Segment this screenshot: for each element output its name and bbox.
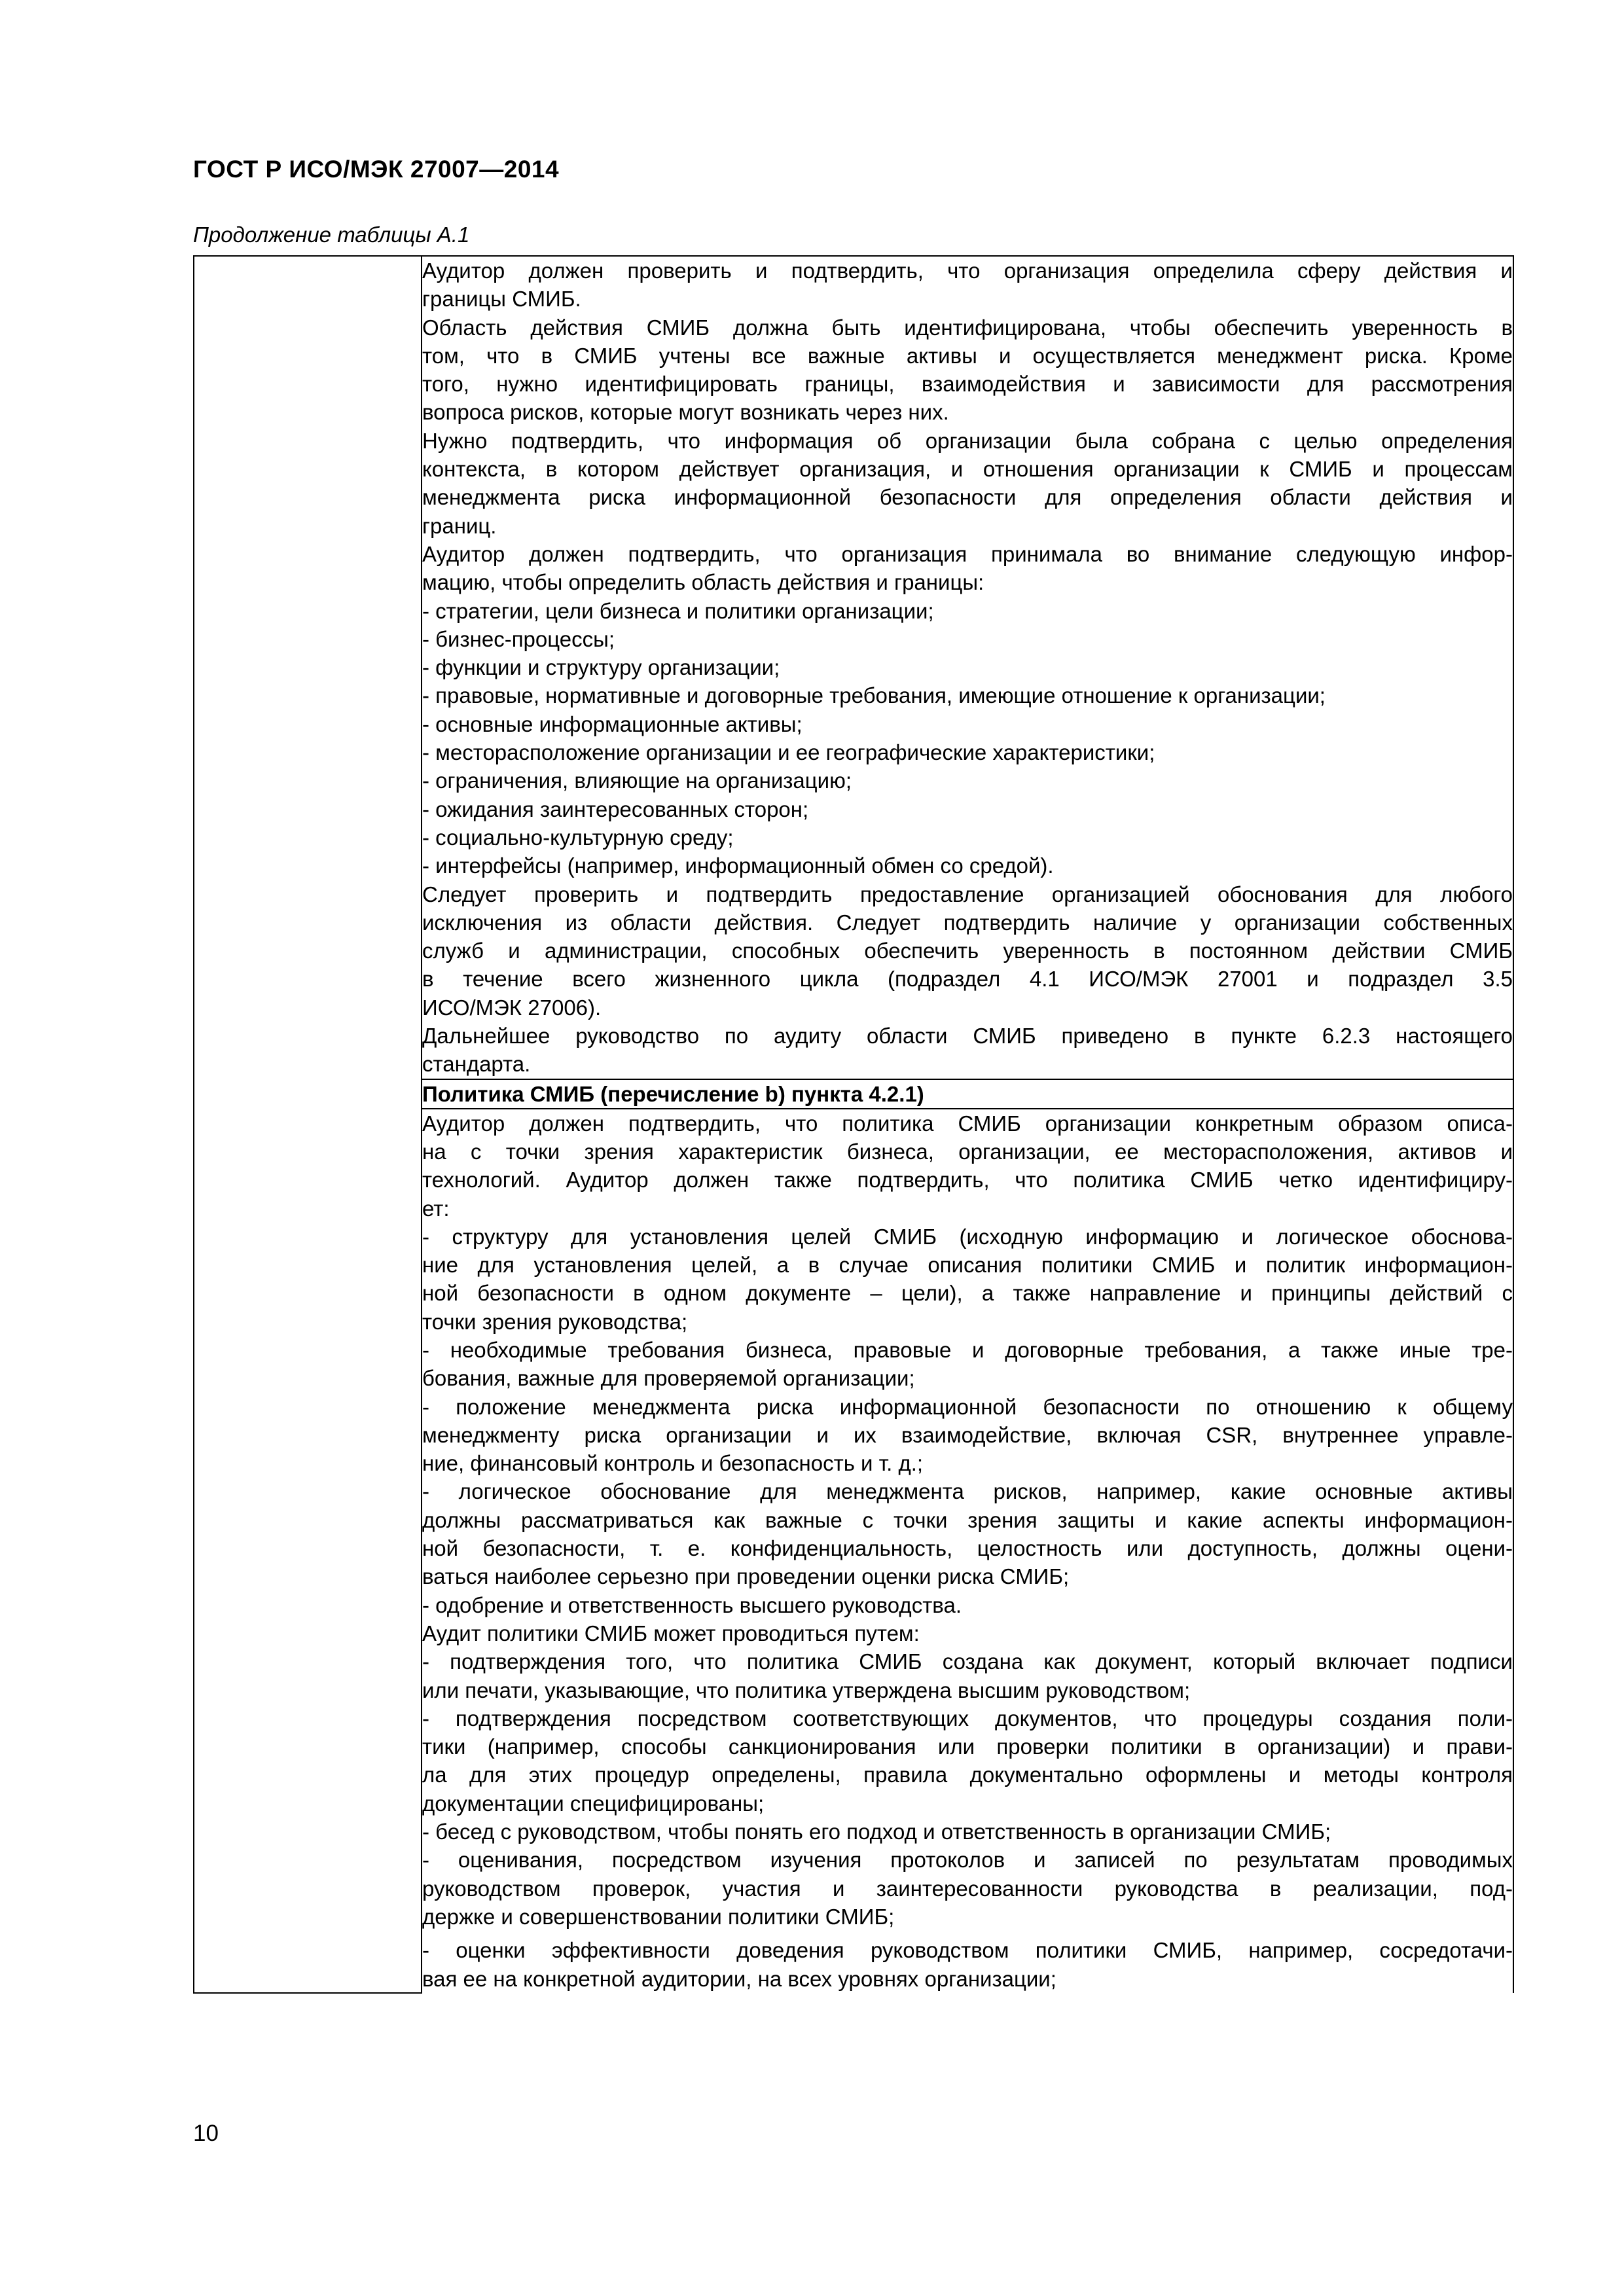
text-line: ет: bbox=[422, 1196, 450, 1221]
text-line: - бизнес-процессы; bbox=[422, 626, 615, 651]
text-line: - оценивания, посредством изучения протоколов и записей по результатам проводимых bbox=[422, 1848, 1513, 1873]
text-line: Нужно подтвердить, что информация об организации была собрана с целью определения bbox=[422, 428, 1513, 453]
text-line: вопроса рисков, которые могут возникать через них. bbox=[422, 400, 949, 425]
left-column-cell bbox=[194, 256, 422, 1993]
text-line: Область действия СМИБ должна быть идентифицирована, чтобы обеспечить уверенность в bbox=[422, 315, 1513, 340]
document-header-title: ГОСТ Р ИСО/МЭК 27007—2014 bbox=[193, 156, 560, 183]
text-line: ние, финансовый контроль и безопасность и т. д.; bbox=[422, 1451, 924, 1476]
text-line: - основные информационные активы; bbox=[422, 711, 803, 736]
text-line: границы СМИБ. bbox=[422, 287, 581, 312]
text-line: технологий. Аудитор должен также подтвердить, что политика СМИБ четко идентифициру- bbox=[422, 1168, 1513, 1193]
text-line: - подтверждения того, что политика СМИБ создана как документ, который включает подписи bbox=[422, 1649, 1513, 1674]
text-line: - логическое обоснование для менеджмента рисков, например, какие основные активы bbox=[422, 1479, 1513, 1504]
scope-audit-text-cell bbox=[422, 256, 1513, 1079]
text-line: - одобрение и ответственность высшего руководства. bbox=[422, 1592, 962, 1617]
text-line: контекста, в котором действует организация, и отношения организации к СМИБ и процессам bbox=[422, 457, 1513, 482]
text-line: - интерфейсы (например, информационный обмен со средой). bbox=[422, 853, 1054, 878]
text-line: - социально-культурную среду; bbox=[422, 825, 734, 850]
text-line: держке и совершенствовании политики СМИБ; bbox=[422, 1904, 895, 1929]
text-line: Аудитор должен подтвердить, что организация принимала во внимание следующую инфор- bbox=[422, 541, 1513, 566]
text-line: - подтверждения посредством соответствующих документов, что процедуры создания поли- bbox=[422, 1706, 1513, 1731]
text-line: бования, важные для проверяемой организации; bbox=[422, 1366, 915, 1391]
text-line: стандарта. bbox=[422, 1052, 531, 1077]
paragraph-gap bbox=[422, 1931, 1513, 1936]
text-line: или печати, указывающие, что политика утверждена высшим руководством; bbox=[422, 1677, 1191, 1702]
text-line: границ. bbox=[422, 513, 497, 538]
text-line: того, нужно идентифицировать границы, взаимодействия и зависимости для рассмотрения bbox=[422, 372, 1513, 397]
table-caption: Продолжение таблицы А.1 bbox=[193, 223, 470, 247]
text-line: - месторасположение организации и ее географические характеристики; bbox=[422, 740, 1155, 765]
policy-section-heading: Политика СМИБ (перечисление b) пункта 4.2.1) bbox=[422, 1081, 924, 1106]
text-line: - ожидания заинтересованных сторон; bbox=[422, 797, 809, 821]
text-line: - стратегии, цели бизнеса и политики организации; bbox=[422, 598, 934, 623]
text-line: Аудитор должен подтвердить, что политика СМИБ организации конкретным образом описа- bbox=[422, 1111, 1513, 1136]
text-line: в течение всего жизненного цикла (подраздел 4.1 ИСО/МЭК 27001 и подраздел 3.5 bbox=[422, 967, 1513, 992]
text-line: служб и администрации, способных обеспечить уверенность в постоянном действии СМИБ bbox=[422, 939, 1513, 963]
text-line: - положение менеджмента риска информационной безопасности по отношению к общему bbox=[422, 1394, 1513, 1419]
text-line: мацию, чтобы определить область действия и границы: bbox=[422, 570, 984, 595]
policy-audit-text bbox=[422, 1109, 1513, 1993]
page-number: 10 bbox=[193, 2121, 219, 2146]
text-line: исключения из области действия. Следует подтвердить наличие у организации собственных bbox=[422, 910, 1513, 935]
text-line: тики (например, способы санкционирования или проверки политики в организации) и прави- bbox=[422, 1734, 1513, 1759]
text-line: - бесед с руководством, чтобы понять его подход и ответственность в организации СМИБ; bbox=[422, 1820, 1331, 1844]
text-line: менеджмента риска информационной безопасности для определения области действия и bbox=[422, 485, 1513, 510]
text-line: менеджменту риска организации и их взаимодействие, включая CSR, внутреннее управле- bbox=[422, 1422, 1513, 1447]
text-line: Дальнейшее руководство по аудиту области СМИБ приведено в пункте 6.2.3 настоящего bbox=[422, 1024, 1513, 1049]
text-line: - ограничения, влияющие на организацию; bbox=[422, 768, 852, 793]
text-line: должны рассматриваться как важные с точки зрения защиты и какие аспекты информацион- bbox=[422, 1507, 1513, 1532]
text-line: - необходимые требования бизнеса, правовые и договорные требования, а также иные тре- bbox=[422, 1337, 1513, 1362]
text-line: вая ее на конкретной аудитории, на всех уровнях организации; bbox=[422, 1966, 1056, 1991]
text-line: ваться наиболее серьезно при проведении оценки риска СМИБ; bbox=[422, 1564, 1070, 1589]
continuation-table bbox=[193, 255, 1514, 1994]
table-row bbox=[194, 256, 1513, 1079]
text-line: - правовые, нормативные и договорные требования, имеющие отношение к организации; bbox=[422, 683, 1326, 708]
text-line: Аудитор должен проверить и подтвердить, что организация определила сферу действия и bbox=[422, 259, 1513, 283]
text-line: ной безопасности, т. е. конфиденциальность, целостность или доступность, должны оцени- bbox=[422, 1536, 1513, 1561]
text-line: том, что в СМИБ учтены все важные активы и осуществляется менеджмент риска. Кроме bbox=[422, 343, 1513, 368]
policy-audit-text-cell bbox=[422, 1109, 1513, 1993]
text-line: - функции и структуру организации; bbox=[422, 655, 780, 680]
text-line: - структуру для установления целей СМИБ (исходную информацию и логическое обоснова- bbox=[422, 1224, 1513, 1249]
text-line: ИСО/МЭК 27006). bbox=[422, 995, 602, 1020]
text-line: ние для установления целей, а в случае описания политики СМИБ и политик информацион- bbox=[422, 1253, 1513, 1278]
text-line: точки зрения руководства; bbox=[422, 1309, 688, 1334]
policy-heading-cell bbox=[422, 1079, 1513, 1109]
text-line: на с точки зрения характеристик бизнеса, организации, ее месторасположения, активов и bbox=[422, 1139, 1513, 1164]
text-line: ла для этих процедур определены, правила документально оформлены и методы контроля bbox=[422, 1763, 1513, 1787]
text-line: Аудит политики СМИБ может проводиться путем: bbox=[422, 1621, 920, 1645]
text-line: документации специфицированы; bbox=[422, 1791, 765, 1816]
text-line: - оценки эффективности доведения руководством политики СМИБ, например, сосредотачи- bbox=[422, 1938, 1513, 1963]
text-line: ной безопасности в одном документе – цели), а также направление и принципы действий с bbox=[422, 1281, 1513, 1306]
text-line: Следует проверить и подтвердить предоставление организацией обоснования для любого bbox=[422, 882, 1513, 906]
text-line: руководством проверок, участия и заинтересованности руководства в реализации, под- bbox=[422, 1876, 1513, 1901]
scope-audit-text bbox=[422, 257, 1513, 1079]
